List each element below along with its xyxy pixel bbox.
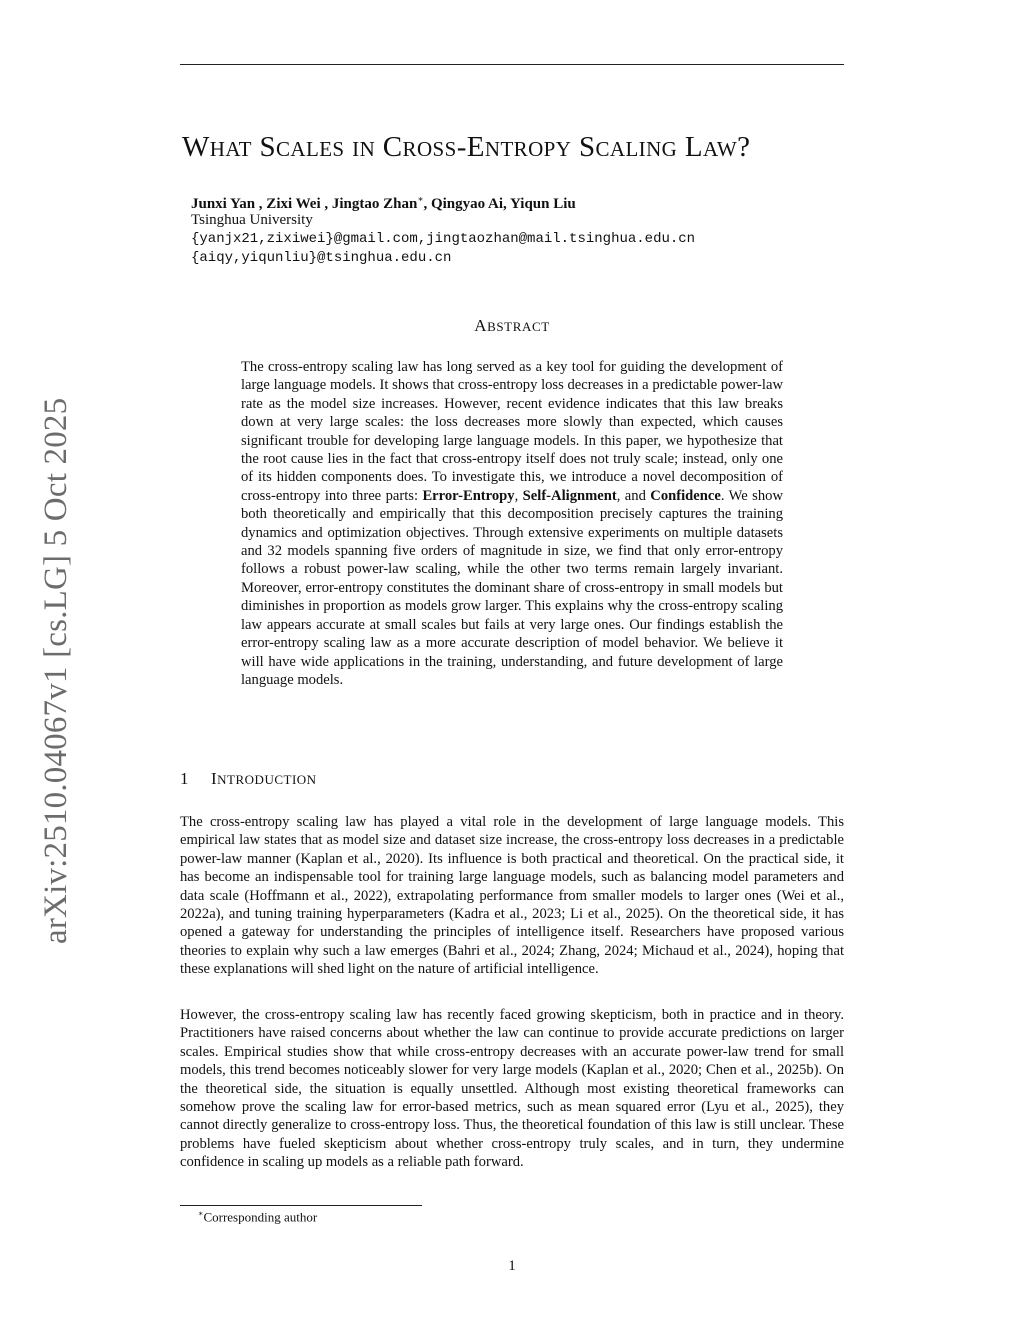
term-error-entropy: Error-Entropy [422,487,515,504]
affiliation: Tsinghua University [191,212,313,228]
section-number: 1 [180,769,189,788]
paper-title: WHAT SCALES IN CROSS-ENTROPY SCALING LAW? [182,131,751,163]
intro-paragraph-2: However, the cross-entropy scaling law has recently faced growing skepticism, both in practice and in theory. Practitioners have raised concerns about whether the law can continue to provide accurate predictions on larger scales. Empirical studies show that while cross-entropy decreases with an accurate power-law trend for small models, this trend becomes noticeably slower for very large models (Kaplan et al., 2020; Chen et al., 2025b). On the theoretical side, the situation is equally unsettled. Although most existing theoretical frameworks can somehow prove the scaling law for error-based metrics, such as mean squared error (Lyu et al., 2025), they cannot directly generalize to cross-entropy loss. Thus, the theoretical foundation of this law is still unclear. These problems have fueled skepticism about whether cross-entropy truly scales, and in turn, they undermine confidence in scaling up models as a reliable path forward. [180,1007,844,1171]
author-emails-line-2: {aiqy,yiqunliu}@tsinghua.edu.cn [191,250,452,266]
page-number: 1 [508,1258,516,1274]
abstract-heading: ABSTRACT [474,316,550,335]
footnote-rule [180,1205,422,1206]
corresponding-author-mark: ∗ [417,194,424,204]
term-confidence: Confidence [650,487,721,504]
intro-paragraph-1: The cross-entropy scaling law has played a vital role in the development of large language models. This empirical law states that as model size and dataset size increase, the cross-entropy loss decreases in a predictable power-law manner (Kaplan et al., 2020). Its influence is both practical and theoretical. On the practical side, it has become an indispensable tool for training large language models, such as balancing model parameters and data scale (Hoffmann et al., 2022), extrapolating performance from smaller models to larger ones (Wei et al., 2022a), and tuning training hyperparameters (Kadra et al., 2023; Li et al., 2025). On the theoretical side, it has opened a gateway for understanding the principles of intelligence itself. Researchers have proposed various theories to explain why such a law emerges (Bahri et al., 2024; Zhang, 2024; Michaud et al., 2024), hoping that these explanations will shed light on the nature of artificial intelligence. [180,814,844,978]
footnote: ∗Corresponding author [198,1209,318,1225]
section-heading-introduction: 1 INTRODUCTION [180,769,317,788]
term-self-alignment: Self-Alignment [522,487,617,504]
author-list: Junxi Yan , Zixi Wei , Jingtao Zhan∗, Qingyao Ai, Yiqun Liu [191,194,576,212]
top-rule [180,64,844,65]
abstract-text: The cross-entropy scaling law has long served as a key tool for guiding the development of large language models. It shows that cross-entropy loss decreases in a predictable power-law rate as the model size increases. However, recent evidence indicates that this law breaks down at very large scales: the loss decreases more slowly than expected, which causes significant trouble for developing large language models. In this paper, we hypothesize that the root cause lies in the fact that cross-entropy itself does not truly scale; instead, only one of its hidden components does. To investigate this, we introduce a novel decomposition of cross-entropy into three parts: Error-Entropy, Self-Alignment, and Confidence. We show both theoretically and empirically that this decomposition precisely captures the training dynamics and optimization objectives. Through extensive experiments on multiple datasets and 32 models spanning five orders of magnitude in size, we find that only error-entropy follows a robust power-law scaling, while the other two terms remain largely invariant. Moreover, error-entropy constitutes the dominant share of cross-entropy in small models but diminishes in proportion as models grow larger. This explains why the cross-entropy scaling law appears accurate at small scales but fails at very large ones. Our findings establish the error-entropy scaling law as a more accurate description of model behavior. We believe it will have wide applications in the training, understanding, and future development of large language models. [241,359,783,688]
footnote-mark: ∗ [198,1209,204,1218]
author-emails-line-1: {yanjx21,zixiwei}@gmail.com,jingtaozhan@mail.tsinghua.edu.cn [191,231,696,247]
arxiv-identifier: arXiv:2510.04067v1 [cs.LG] 5 Oct 2025 [38,397,74,944]
